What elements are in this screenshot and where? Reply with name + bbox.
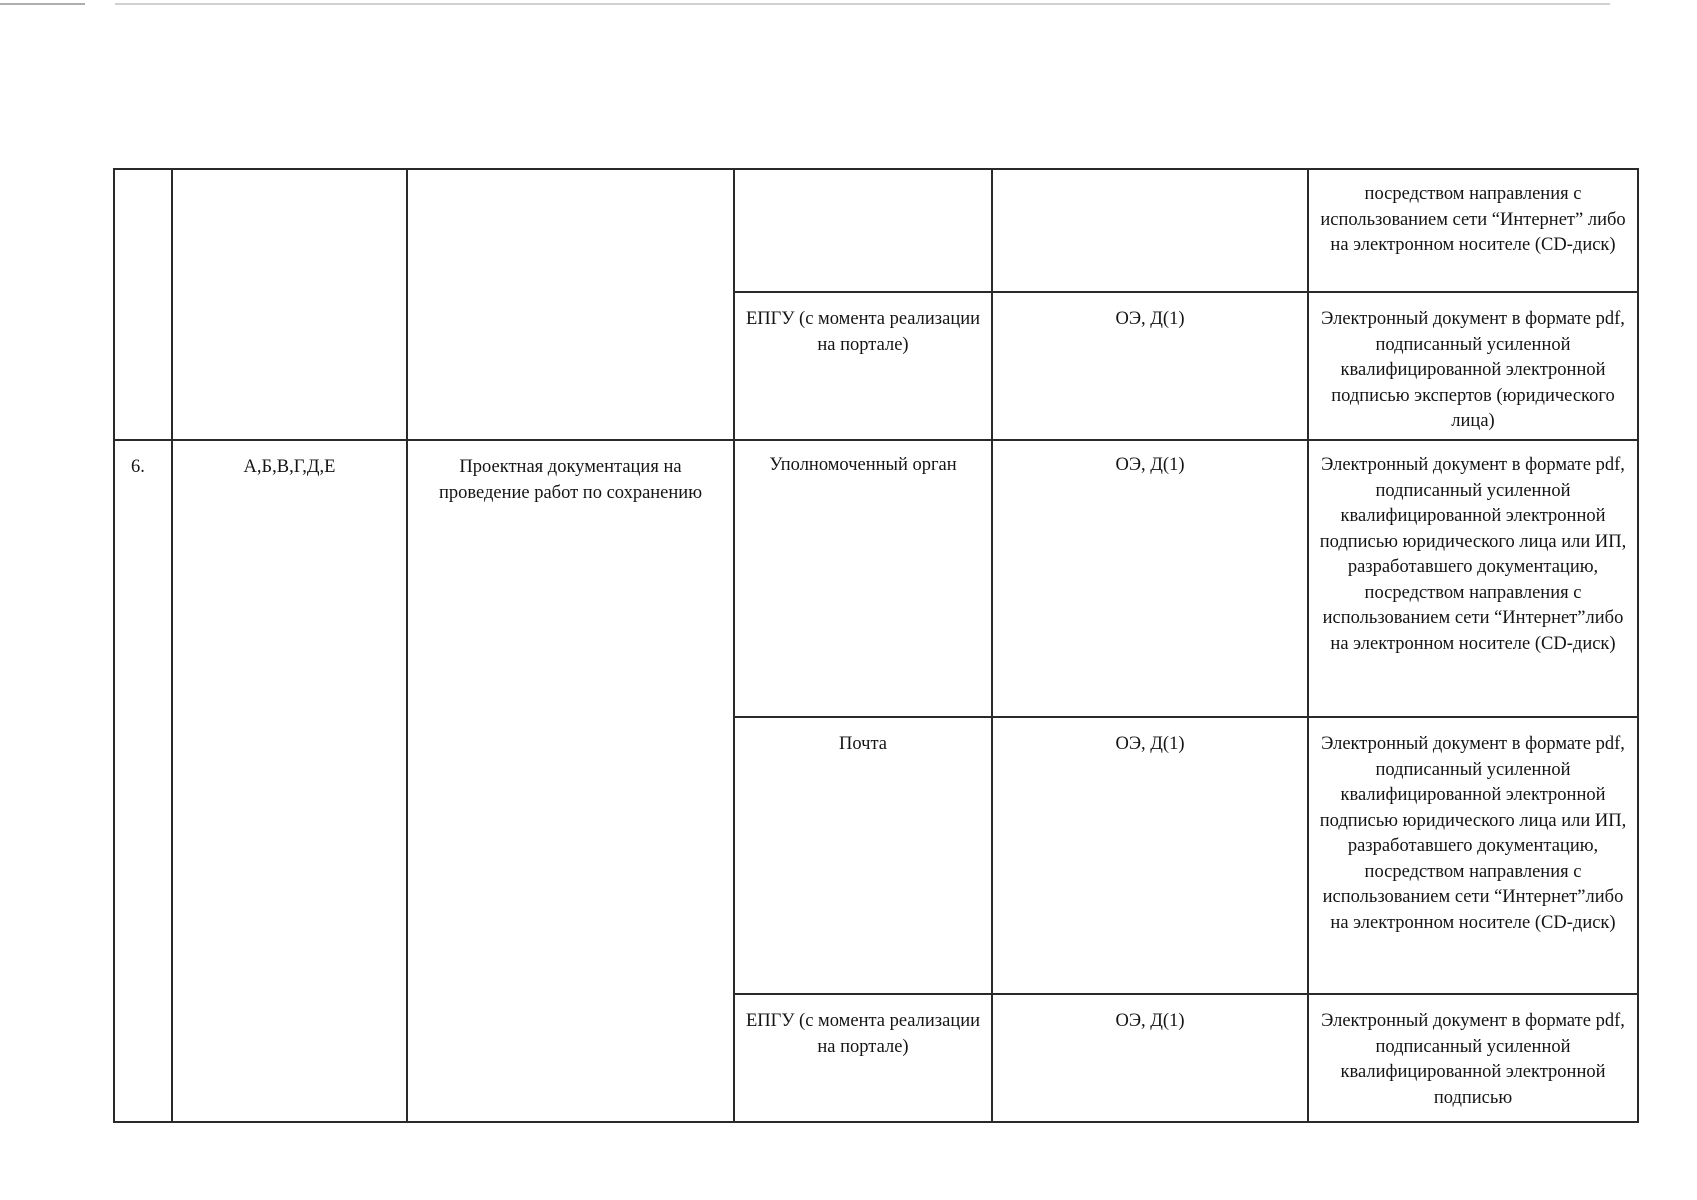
form-text: Электронный документ в формате pdf, подписанный усиленной квалифицированной электронной подписью экспертов (юридического лица) [1321,309,1625,431]
code-cell: ОЭ, Д(1) [992,717,1308,994]
number-cell-empty [114,169,172,440]
form-cell [1308,169,1638,292]
submission-place-cell: Почта [734,717,992,994]
table-row [114,440,1638,717]
table-row [114,169,1638,292]
scan-artifact-line [0,3,1610,5]
form-text: Электронный документ в формате pdf, подписанный усиленной квалифицированной электронной подписью юридического лица или ИП, разработавшего документацию, посредством направления с использованием сети “Интернет”либо на электронном носителе (CD-диск) [1319,734,1627,933]
item-categories: А,Б,В,Г,Д,Е [172,440,407,1122]
form-cell [1308,440,1638,717]
form-cell [1308,994,1638,1122]
submission-place-cell [734,169,992,292]
code-cell [992,169,1308,292]
form-cell [1308,717,1638,994]
item-document: Проектная документация на проведение работ по сохранению [407,440,734,1122]
form-text: Электронный документ в формате pdf, подписанный усиленной квалифицированной электронной подписью юридического лица или ИП, разработавшего документацию, посредством направления с использованием сети “Интернет”либо на электронном носителе (CD-диск) [1319,455,1627,654]
requirements-table [113,168,1639,1123]
categories-cell-empty [172,169,407,440]
form-cell [1308,292,1638,440]
form-text: посредством направления с использованием сети “Интернет” либо на электронном носителе (CD-диск) [1320,184,1626,255]
code-cell: ОЭ, Д(1) [992,440,1308,717]
code-cell: ОЭ, Д(1) [992,994,1308,1122]
submission-place-cell: ЕПГУ (с момента реализации на портале) [734,292,992,440]
document-cell-empty [407,169,734,440]
submission-place-cell: Уполномоченный орган [734,440,992,717]
item-number: 6. [114,440,172,1122]
submission-place-cell: ЕПГУ (с момента реализации на портале) [734,994,992,1122]
form-text: Электронный документ в формате pdf, подписанный усиленной квалифицированной электронной подписью [1321,1011,1625,1108]
code-cell: ОЭ, Д(1) [992,292,1308,440]
